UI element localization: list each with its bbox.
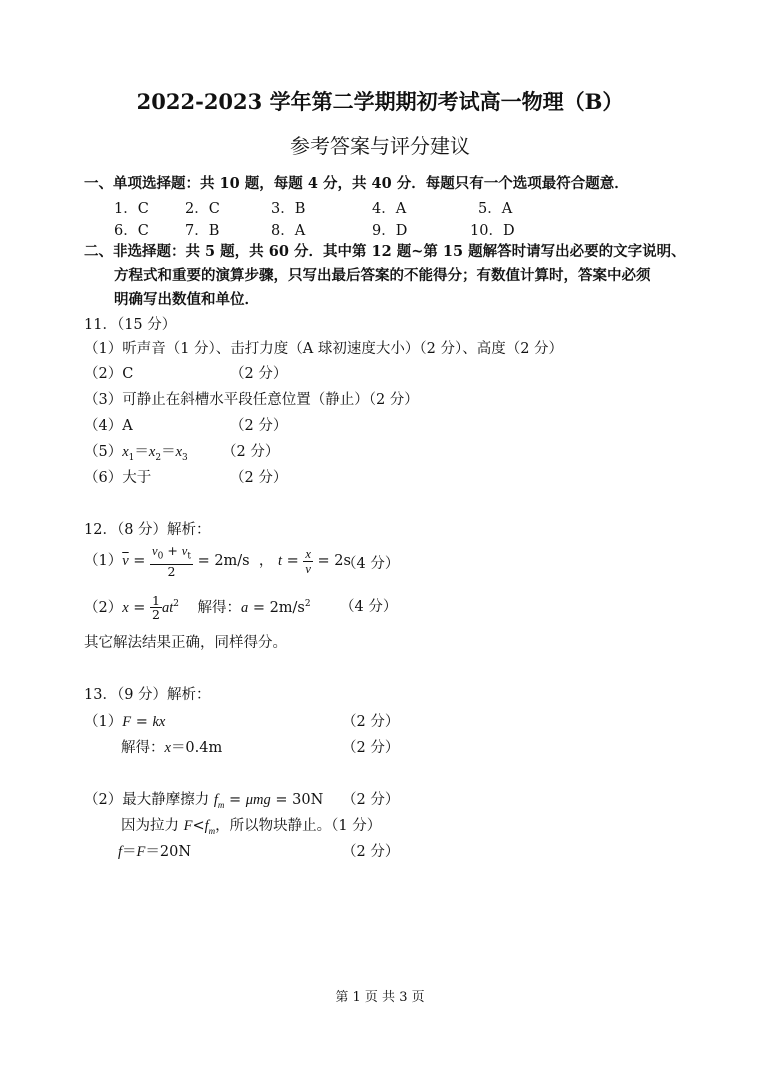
q11-item-5: $(5)x_1=x_2=x_3$ (84, 444, 188, 463)
q11-item-4: （4）A (84, 418, 133, 434)
q13-line1-score: （2 分） (342, 714, 400, 730)
q13-line2: 解得：x＝0.4m (121, 740, 223, 756)
q13-line3-text: （2）最大静摩擦力 (84, 792, 210, 808)
q12-fraction-v: $\frac{v_0 + v_t}{2}$ (152, 543, 191, 579)
q11-item-1: （1）听声音（1 分）、击打力度（A 球初速度大小）（2 分）、高度（2 分） (84, 341, 564, 357)
q11-item-5-score: （2 分） (222, 444, 280, 460)
q12-part1-result1: = 2m/s (197, 553, 250, 569)
q12-part1-result2: = 2s (317, 553, 351, 569)
q12-part2: （2）x = $\frac{1}{2}$ $at^2$ 解得：$a = 2m/s^2$ (84, 593, 311, 623)
q12-part1-score: （4 分） (342, 556, 400, 572)
q11-item-3: （3）可静止在斜槽水平段任意位置（静止）（2 分） (84, 392, 419, 408)
q13-line3: （2）最大静摩擦力 $f_m = \mu mg = 30N$ (84, 792, 324, 810)
document-subtitle: 参考答案与评分建议 (290, 134, 470, 158)
document-title: 2022-2023 学年第二学期期初考试高一物理（B） (136, 89, 624, 114)
q11-item-6: （6）大于 (84, 470, 152, 486)
q11-item-2: （2）C (84, 366, 134, 382)
q11-item-2-score: （2 分） (230, 366, 288, 382)
q13-line5: f＝F＝20N (118, 844, 192, 860)
q13-line4-text-b: ，所以物块静止。（1 分） (215, 818, 382, 834)
q12-heading: 12．（8 分）解析： (84, 522, 211, 538)
q12-fraction-half: $\frac{1}{2}$ (152, 593, 160, 623)
answer-7: 7．B (185, 223, 220, 239)
q13-line2-value: ＝0.4m (170, 740, 223, 756)
answer-8: 8．A (271, 223, 306, 239)
section2-line3: 明确写出数值和单位． (114, 291, 259, 308)
q12-note: 其它解法结果正确，同样得分。 (84, 635, 287, 651)
section1-heading: 一、单项选择题：共 10 题，每题 4 分，共 40 分．每题只有一个选项最符合题意． (84, 175, 629, 192)
answer-9: 9．D (372, 223, 408, 239)
answer-6: 6．C (114, 223, 149, 239)
answers-row-2 (0, 219, 760, 239)
q13-line5-value: ＝20N (145, 844, 192, 860)
q12-part1-label: （1） (84, 553, 123, 569)
q13-line1-label: （1） (84, 714, 123, 730)
q11-item-4-score: （2 分） (230, 418, 288, 434)
q12-part2-solve: 解得： (197, 599, 241, 616)
answer-4: 4．A (372, 201, 407, 217)
q13-line4: 因为拉力 $F<f_m$，所以物块静止。（1 分） (121, 818, 382, 836)
q13-line1: （1）F = kx (84, 714, 166, 730)
q13-line5-score: （2 分） (342, 844, 400, 860)
q11-item-5-label: （5） (84, 444, 123, 460)
q12-part1: $(1)\overline{v}$ = $\frac{v_0 + v_t}{2}$ = 2m/s ， t = $\frac{x}{v}$ = 2s (84, 543, 351, 579)
page-footer: 第 1 页 共 3 页 (335, 990, 425, 1005)
q13-line3-score: （2 分） (342, 792, 400, 808)
q11-heading: 11．（15 分） (84, 317, 177, 333)
answer-3: 3．B (271, 201, 306, 217)
section2-line2: 方程式和重要的演算步骤，只写出最后答案的不能得分；有数值计算时，答案中必须 (114, 267, 651, 284)
answer-5: 5．A (478, 201, 513, 217)
q13-line2-text: 解得： (121, 740, 165, 756)
q12-part2-score: （4 分） (340, 599, 398, 615)
q13-line4-text-a: 因为拉力 (121, 818, 179, 834)
q12-fraction-t: $\frac{x}{v}$ (305, 546, 311, 576)
q13-line3-value: = 30N (275, 792, 324, 808)
answer-1: 1．C (114, 201, 149, 217)
q11-item-6-score: （2 分） (230, 470, 288, 486)
answer-10: 10．D (470, 223, 515, 239)
q12-part2-label: （2） (84, 599, 123, 616)
answer-2: 2．C (185, 201, 220, 217)
q13-heading: 13．（9 分）解析： (84, 687, 211, 703)
section2-line1: 二、非选择题：共 5 题，共 60 分．其中第 12 题~第 15 题解答时请写出必要的文字说明、 (84, 243, 686, 260)
q13-line2-score: （2 分） (342, 740, 400, 756)
q12-part2-result: = 2m/s (252, 599, 305, 616)
answers-row-1 (0, 197, 760, 217)
